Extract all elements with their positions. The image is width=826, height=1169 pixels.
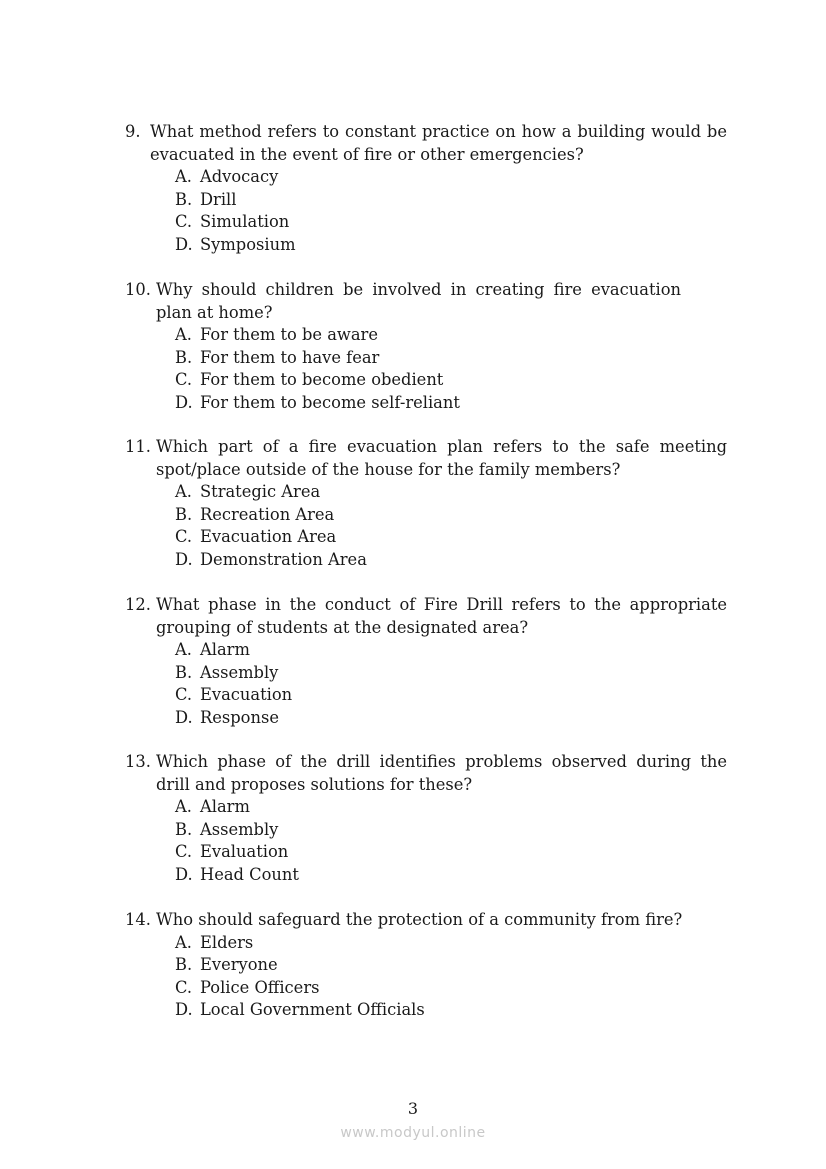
option-b: B. For them to have fear <box>175 347 380 367</box>
page-number: 3 <box>407 1099 419 1118</box>
question-text: Which phase of the drill identifies problems observed during the drill and proposes solutions for these? <box>156 752 727 794</box>
option-b: B. Recreation Area <box>175 504 335 524</box>
option-c: C. Police Officers <box>175 977 320 997</box>
question-number: 14. <box>125 910 151 929</box>
options-list <box>175 481 727 571</box>
question-9 <box>125 121 727 256</box>
question-stem <box>125 279 727 324</box>
question-number: 10. <box>125 280 151 299</box>
question-12 <box>125 594 727 729</box>
question-number: 9. <box>125 122 141 141</box>
option-b: B. Drill <box>175 189 237 209</box>
options-list <box>175 324 727 414</box>
option-a: A. For them to be aware <box>175 325 378 344</box>
option-d: D. For them to become self-reliant <box>175 392 460 412</box>
question-number: 13. <box>125 752 151 771</box>
question-stem <box>125 121 727 166</box>
option-a: A. Advocacy <box>175 167 279 186</box>
question-number: 11. <box>125 437 151 456</box>
question-13 <box>125 751 727 886</box>
options-list <box>175 796 727 886</box>
question-number: 12. <box>125 595 151 614</box>
option-b: B. Everyone <box>175 955 278 974</box>
question-stem <box>125 594 727 639</box>
option-d: D. Symposium <box>175 234 296 254</box>
options-list <box>175 932 727 1022</box>
option-c: C. For them to become obedient <box>175 370 444 389</box>
option-a: A. Strategic Area <box>175 482 321 501</box>
options-list <box>175 166 727 256</box>
question-stem <box>125 751 727 796</box>
option-c: C. Evacuation Area <box>175 527 337 546</box>
question-text: What method refers to constant practice on how a building would be evacuated in the event of fire or other emergencies? <box>150 122 727 164</box>
option-d: D. Demonstration Area <box>175 549 367 569</box>
options-list <box>175 639 727 729</box>
option-b: B. Assembly <box>175 662 279 682</box>
option-d: D. Head Count <box>175 864 299 884</box>
question-stem <box>125 436 727 481</box>
option-d: D. Response <box>175 707 279 727</box>
option-d: D. Local Government Officials <box>175 1000 425 1019</box>
option-a: A. Alarm <box>175 640 250 659</box>
question-text: Who should safeguard the protection of a community from fire? <box>156 910 683 929</box>
question-stem <box>125 909 727 932</box>
option-a: A. Alarm <box>175 797 250 816</box>
option-a: A. Elders <box>175 932 254 952</box>
question-10 <box>125 279 727 414</box>
option-c: C. Evaluation <box>175 842 289 861</box>
option-b: B. Assembly <box>175 819 279 839</box>
question-text: Which part of a fire evacuation plan refers to the safe meeting spot/place outside of the house for the family members? <box>156 437 727 479</box>
option-c: C. Evacuation <box>175 685 293 704</box>
question-text: Why should children be involved in creating fire evacuation plan at home? <box>156 280 681 322</box>
question-14 <box>125 909 727 1022</box>
watermark: www.modyul.online <box>340 1125 486 1141</box>
question-text: What phase in the conduct of Fire Drill refers to the appropriate grouping of students at the designated area? <box>156 595 727 637</box>
option-c: C. Simulation <box>175 212 290 231</box>
question-11 <box>125 436 727 571</box>
